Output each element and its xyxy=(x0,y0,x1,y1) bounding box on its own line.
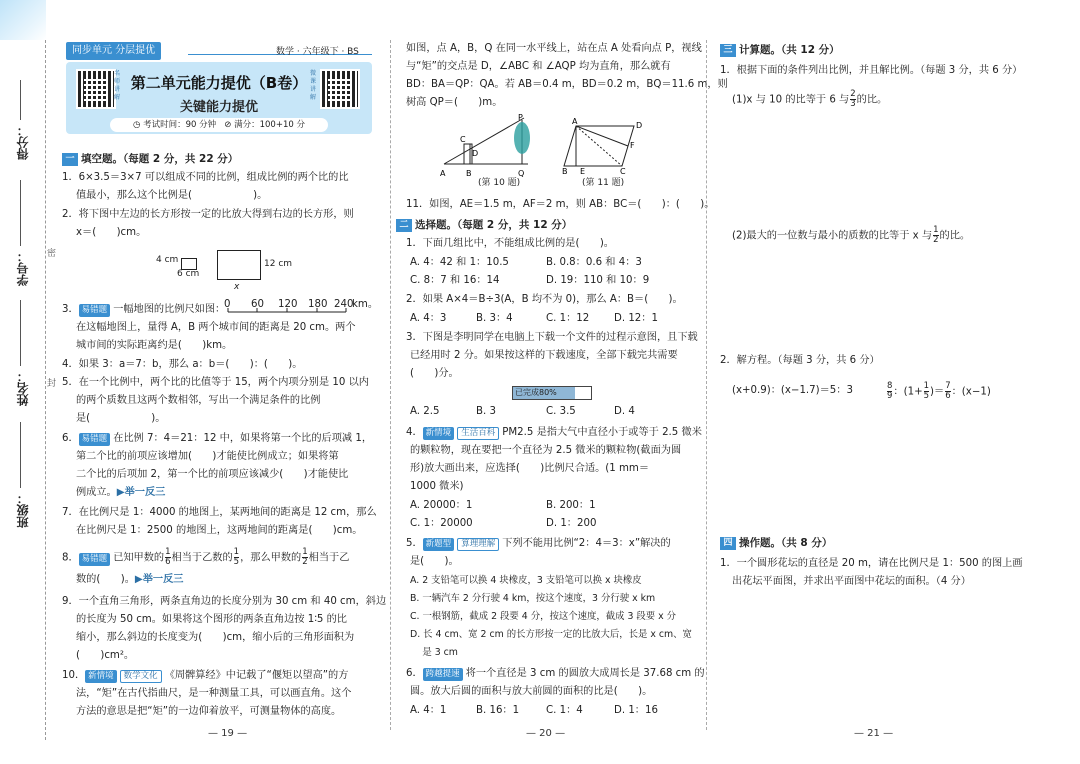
c6-line-1: 6． 跨越提速 将一个直径是 3 cm 的圆放大成周长是 37.68 cm 的 xyxy=(406,668,705,679)
q8-line-2 xyxy=(76,571,183,589)
q3-line-1: 3． 易错题 一幅地图的比例尺如图： xyxy=(62,304,226,315)
numerator: 8 xyxy=(887,381,893,391)
label-C: C xyxy=(460,135,466,144)
q6-text: 在比例 7：4＝21：12 中，如果将第一个比的后项减 1， xyxy=(113,433,373,444)
svg-text:C: C xyxy=(620,167,626,176)
q10-cont-4: 树高 QP＝( )m。 xyxy=(406,97,503,108)
c6-line-2: 圆。放大后圆的面积与放大前圆的面积的比是( )。 xyxy=(410,686,653,697)
numerator: 1 xyxy=(233,547,240,557)
c2-question: 2．如果 A×4＝B÷3(A，B 均不为 0)，那么 A：B＝( )。 xyxy=(406,294,683,305)
exam-info xyxy=(110,118,328,132)
q5-line-2: 的两个质数且这两个数相邻，写出一个满足条件的比例 xyxy=(76,395,321,406)
tag-math-culture: 数学文化 xyxy=(120,670,162,683)
denominator: 6 xyxy=(945,391,951,401)
c3-line-3: ( )分。 xyxy=(410,368,459,379)
page-20 xyxy=(392,0,728,764)
tag-error-prone: 易错题 xyxy=(79,433,111,446)
subject-label: 数学 · 六年级下 · BS xyxy=(276,47,359,57)
figure-10-diagram xyxy=(438,112,548,178)
name-label: 姓名： xyxy=(16,370,30,406)
c3-line-2: 已经用时 2 分。如果按这样的下载速度，全部下载完共需要 xyxy=(410,350,678,361)
c4-option-a[interactable]: A. 20000：1 xyxy=(410,500,473,511)
c1-option-b[interactable]: B. 0.8：0.6 和 4：3 xyxy=(546,257,642,268)
figure-10-caption: (第 10 题) xyxy=(478,178,521,188)
page-number-20: — 20 — xyxy=(526,728,566,739)
c4-option-c[interactable]: C. 1：20000 xyxy=(410,518,473,529)
label-A: A xyxy=(440,169,446,178)
q1-line-2: 值最小，那么这个比例是( )。 xyxy=(76,190,268,201)
denominator: 5 xyxy=(233,557,240,567)
denominator: 6 xyxy=(165,557,171,567)
c4-text-1: PM2.5 是指大气中直径小于或等于 2.5 微米 xyxy=(502,427,702,438)
section-1-title xyxy=(62,151,238,166)
class-line xyxy=(20,422,21,488)
fraction-7-6 xyxy=(945,382,950,401)
svg-text:B: B xyxy=(562,167,568,176)
q6-line-2: 第二个比的前项应该增加( )才能使比例成立；如果将第 xyxy=(76,451,339,462)
large-rectangle xyxy=(217,250,261,280)
q3-line-2: 在这幅地图上，量得 A，B 两个城市间的距离是 20 cm。两个 xyxy=(76,322,356,333)
fraction-1-2 xyxy=(302,548,307,567)
tag-error-prone: 易错题 xyxy=(79,304,111,317)
page-subtitle: 关键能力提优 xyxy=(179,100,258,115)
series-tag: 同步单元 分层提优 xyxy=(66,42,161,60)
svg-text:E: E xyxy=(580,167,586,176)
equation-1: (x+0.9)：(x−1.7)＝5：3 xyxy=(732,385,853,396)
numerator: 1 xyxy=(933,225,939,235)
page-21 xyxy=(708,0,1080,764)
q8-line-1: 8． 易错题 已知甲数的 $\frac{1}{6}$ 相当于乙数的 $\frac{1}{5}$ ，那么甲数的 $\frac{1}{2}$ 相当于乙 xyxy=(62,547,350,567)
q10-text-1: 《周髀算经》中记载了“偃矩以望高”的方 xyxy=(164,670,349,681)
denominator: 9 xyxy=(887,391,893,401)
q3-text: 一幅地图的比例尺如图： xyxy=(113,304,226,315)
c1-option-a[interactable]: A. 4：42 和 1：10.5 xyxy=(410,257,509,268)
q10-line-3: 方法的意思是把“矩”的一边仰着放平，可测量物体的高度。 xyxy=(76,706,342,717)
c4-line-3: 形)放大画出来，应选择( )比例尺合适。(1 mm＝ xyxy=(410,463,650,474)
q9-line-2: 的长度为 50 cm。如果将这个图形的两条直角边按 1∶5 的比 xyxy=(76,614,347,625)
q10-cont-3: BD：BA＝QP：QA。若 AB＝0.4 m，BD＝0.2 m，BQ＝11.6 m，则 xyxy=(406,79,728,90)
tag-new-type: 新题型 xyxy=(423,538,455,551)
progress-label: 已完成80% xyxy=(515,388,557,397)
score-icon: ⊘ xyxy=(224,120,232,130)
c5-option-d[interactable]: D. 长 4 cm、宽 2 cm 的长方形按一定的比放大后，长是 x cm、宽 xyxy=(410,629,692,640)
c1-option-c[interactable]: C. 8：7 和 16：14 xyxy=(410,275,500,286)
tick-120: 120 xyxy=(278,299,298,310)
q8-text-1: 已知甲数的 xyxy=(113,552,165,564)
q3-line-3: 城市间的实际距离约是( )km。 xyxy=(76,340,233,351)
figure-11-caption: (第 11 题) xyxy=(582,178,625,188)
tag-error-prone: 易错题 xyxy=(79,553,111,566)
q5-line-1: 5．在一个比例中，两个比的比值等于 15，两个内项分别是 10 以内 xyxy=(62,377,369,388)
exam-full-score: 满分：100+10 分 xyxy=(234,120,305,130)
tag-new-context: 新情境 xyxy=(85,670,117,683)
c2-option-d[interactable]: D. 12：1 xyxy=(614,313,658,324)
c1-question: 1．下面几组比中，不能组成比例的是( )。 xyxy=(406,238,614,249)
numerator: 7 xyxy=(945,381,951,391)
section-3-title xyxy=(720,42,840,57)
c2-option-a[interactable]: A. 4：3 xyxy=(410,313,447,324)
svg-text:A: A xyxy=(572,117,578,126)
label-P: P xyxy=(518,113,523,122)
c5-option-d-cont: 是 3 cm xyxy=(410,647,458,658)
equation-2 xyxy=(886,382,991,401)
r1a-text-1: (1)x 与 10 的比等于 6 与 xyxy=(732,94,850,106)
svg-text:F: F xyxy=(630,141,635,150)
c6-option-d[interactable]: D. 1：16 xyxy=(614,705,658,716)
seal-line xyxy=(45,40,46,740)
qr-right-caption: 微课讲解 xyxy=(310,70,317,101)
q11-line: 11．如图，AE＝1.5 m，AF＝2 m，则 AB：BC＝( )：( )。 xyxy=(406,199,715,210)
q8-text-2: 相当于乙数的 xyxy=(171,552,233,564)
tag-life-science: 生活百科 xyxy=(457,427,499,440)
c3-option-a[interactable]: A. 2.5 xyxy=(410,406,440,417)
q6-line-1: 6． 易错题 在比例 7：4＝21：12 中，如果将第一个比的后项减 1， xyxy=(62,433,373,444)
section-text: 计算题。（共 12 分） xyxy=(739,44,840,56)
exam-time: 考试时间：90 分钟 xyxy=(143,120,217,130)
page-divider-2 xyxy=(706,40,707,730)
seal-char-1: 密 xyxy=(47,249,57,259)
c2-option-c[interactable]: C. 1：12 xyxy=(546,313,590,324)
q10-number: 10． xyxy=(62,670,86,681)
q6-line-3: 二个比的后项加 2，第一个比的前项应该减少( )才能使比 xyxy=(76,469,349,480)
c3-option-c[interactable]: C. 3.5 xyxy=(546,406,576,417)
fraction-1-6 xyxy=(165,548,170,567)
label-D: D xyxy=(472,149,479,158)
section-text: 操作题。（共 8 分） xyxy=(739,537,833,549)
c4-line-1: 4． 新情境 生活百科 PM2.5 是指大气中直径小于或等于 2.5 微米 xyxy=(406,427,702,438)
q9-line-3: 缩小，那么斜边的长度变为( )cm，缩小后的三角形面积为 xyxy=(76,632,355,643)
seal-char-2: 封 xyxy=(47,379,57,389)
c4-line-4: 1000 微米) xyxy=(410,481,464,492)
fraction-1-2 xyxy=(933,226,938,245)
large-rect-side: 12 cm xyxy=(264,259,293,269)
c3-option-b[interactable]: B. 3 xyxy=(476,406,496,417)
eq2-part-3: ：(x−1) xyxy=(951,386,991,398)
denominator: 2 xyxy=(933,235,939,245)
name-line xyxy=(20,300,21,366)
tag-reasoning: 算理理解 xyxy=(457,538,499,551)
q2-line-2: x＝( )cm。 xyxy=(76,227,147,238)
denominator: 5 xyxy=(923,391,930,401)
tick-180: 180 xyxy=(308,299,328,310)
q2-line-1: 2．将下图中左边的长方形按一定的比放大得到右边的长方形，则 xyxy=(62,209,354,220)
q9-line-1: 9．一个直角三角形，两条直角边的长度分别为 30 cm 和 40 cm，斜边 xyxy=(62,596,387,607)
r1a xyxy=(732,90,887,109)
eq2-part-1: ：(1+ xyxy=(893,386,923,398)
page-divider-1 xyxy=(390,40,391,730)
tick-240: 240 xyxy=(334,299,354,310)
q6-text-4: 例成立。 xyxy=(76,487,117,498)
q7-line-1: 7．在比例尺是 1：4000 的地图上，某两地间的距离是 12 cm，那么 xyxy=(62,507,377,518)
c6-option-c[interactable]: C. 1：4 xyxy=(546,705,583,716)
q8-text-5: 数的( )。 xyxy=(76,574,135,585)
q10-line-1 xyxy=(62,667,348,685)
r2-question: 2．解方程。（每题 3 分，共 6 分） xyxy=(720,355,880,366)
page-number-21: — 21 — xyxy=(854,728,894,739)
title-banner xyxy=(66,62,372,134)
label-Q: Q xyxy=(518,169,525,178)
c4-option-b[interactable]: B. 200：1 xyxy=(546,500,596,511)
section-number: 四 xyxy=(720,537,736,550)
q8-text-3: ，那么甲数的 xyxy=(240,552,302,564)
scale-unit: km。 xyxy=(352,299,379,310)
r4-line-1: 1．一个圆形花坛的直径是 20 m，请在比例尺是 1：500 的图上画 xyxy=(720,558,1023,569)
section-2-title xyxy=(396,217,572,232)
score-line xyxy=(20,80,21,120)
tag-speed-up: 跨越提速 xyxy=(423,668,463,681)
c4-option-d[interactable]: D. 1：200 xyxy=(546,518,597,529)
eq2-part-2: )＝ xyxy=(930,386,945,398)
figure-11-diagram xyxy=(562,116,652,176)
q10-cont-1: 如图，点 A，B，Q 在同一水平线上，站在点 A 处看向点 P，视线 xyxy=(406,43,702,54)
related-practice-link[interactable]: ▶举一反三 xyxy=(134,574,184,585)
numerator: 1 xyxy=(302,547,308,557)
page-19 xyxy=(0,0,388,764)
q10-cont-2: 与“矩”的交点是 D，∠ABC 和 ∠AQP 均为直角，那么就有 xyxy=(406,61,671,72)
student-id-line xyxy=(20,180,21,246)
c5-option-a[interactable]: A. 2 支铅笔可以换 4 块橡皮，3 支铅笔可以换 x 块橡皮 xyxy=(410,575,642,586)
c4-line-2: 的颗粒物，现在要把一个直径为 2.5 微米的颗粒物(截面为圆 xyxy=(410,445,682,456)
small-rect-height: 6 cm xyxy=(177,269,200,279)
student-id-label: 学号： xyxy=(16,250,30,286)
page-number-19: — 19 — xyxy=(208,728,248,739)
c5-text-1: 下列不能用比例“2：4＝3：x”解决的 xyxy=(502,538,671,549)
c3-option-d[interactable]: D. 4 xyxy=(614,406,635,417)
r1b-text-2: 的比。 xyxy=(939,230,971,242)
numerator: 1 xyxy=(165,547,171,557)
scale-ruler xyxy=(222,298,379,318)
q5-line-3: 是( )。 xyxy=(76,413,166,424)
c5-line-2: 是( )。 xyxy=(410,556,459,567)
c5-option-c[interactable]: C. 一根钢筋，截成 2 段要 4 分，按这个速度，截成 3 段要 x 分 xyxy=(410,611,677,622)
fraction-1-5 xyxy=(924,382,929,401)
section-4-title xyxy=(720,535,832,550)
large-rect-x: x xyxy=(234,282,240,292)
label-B: B xyxy=(466,169,472,178)
download-progress-bar xyxy=(512,386,592,400)
c3-line-1: 3．下图是李明同学在电脑上下载一个文件的过程示意图，且下载 xyxy=(406,332,698,343)
tick-60: 60 xyxy=(251,299,264,310)
r1b-text-1: (2)最大的一位数与最小的质数的比等于 x 与 xyxy=(732,230,933,242)
r1-question: 1．根据下面的条件列出比例，并且解比例。（每题 3 分，共 6 分） xyxy=(720,65,1023,76)
q9-line-4: ( )cm²。 xyxy=(76,650,135,661)
numerator: 2 xyxy=(850,89,856,99)
c5-line-1: 5． 新题型 算理理解 下列不能用比例“2：4＝3：x”解决的 xyxy=(406,538,671,549)
section-number: 一 xyxy=(62,153,78,166)
fraction-2-3 xyxy=(850,90,855,109)
c6-option-a[interactable]: A. 4：1 xyxy=(410,705,447,716)
section-number: 二 xyxy=(396,219,412,232)
c2-option-b[interactable]: B. 3：4 xyxy=(476,313,513,324)
c1-option-d[interactable]: D. 19：110 和 10：9 xyxy=(546,275,650,286)
c5-option-b[interactable]: B. 一辆汽车 2 分行驶 4 km，按这个速度，3 分行驶 x km xyxy=(410,593,656,604)
student-info-margin xyxy=(0,40,57,740)
section-number: 三 xyxy=(720,44,736,57)
small-rect-width: 4 cm xyxy=(156,255,179,265)
r1b xyxy=(732,226,970,245)
section-text: 填空题。（每题 2 分，共 22 分） xyxy=(81,153,239,165)
score-label: 得分： xyxy=(16,124,30,160)
tag-new-context: 新情境 xyxy=(423,427,455,440)
fraction-1-5 xyxy=(234,548,239,567)
related-practice-link[interactable]: ▶举一反三 xyxy=(116,487,166,498)
q4-line-1: 4．如果 3：a＝7：b，那么 a：b＝( )：( )。 xyxy=(62,359,303,370)
denominator: 3 xyxy=(850,99,856,109)
section-text: 选择题。（每题 2 分，共 12 分） xyxy=(415,219,573,231)
numerator: 1 xyxy=(923,381,930,391)
qr-left-caption: 名师讲解 xyxy=(114,70,121,101)
q6-line-4 xyxy=(76,484,165,502)
q7-line-2: 在比例尺是 1：2500 的地图上，这两地间的距离是( )cm。 xyxy=(76,525,363,536)
svg-text:D: D xyxy=(636,121,643,130)
page-title: 第二单元能力提优（B卷） xyxy=(130,74,308,92)
q10-line-2: 法，“矩”在古代指曲尺，是一种测量工具，可以画直角。这个 xyxy=(76,688,352,699)
denominator: 2 xyxy=(302,557,308,567)
c6-option-b[interactable]: B. 16：1 xyxy=(476,705,520,716)
r1a-text-2: 的比。 xyxy=(856,94,888,106)
fraction-8-9 xyxy=(887,382,892,401)
c6-text-1: 将一个直径是 3 cm 的圆放大成周长是 37.68 cm 的 xyxy=(465,668,705,679)
tick-0: 0 xyxy=(224,299,231,310)
r4-line-2: 出花坛平面图，并求出平面图中花坛的面积。（4 分） xyxy=(732,576,971,587)
clock-icon: ◷ xyxy=(133,120,141,130)
q1-line-1: 1．6×3.5＝3×7 可以组成不同的比例，组成比例的两个比的比 xyxy=(62,172,349,183)
class-label: 班级： xyxy=(16,492,30,528)
q8-text-4: 相当于乙 xyxy=(308,552,350,564)
